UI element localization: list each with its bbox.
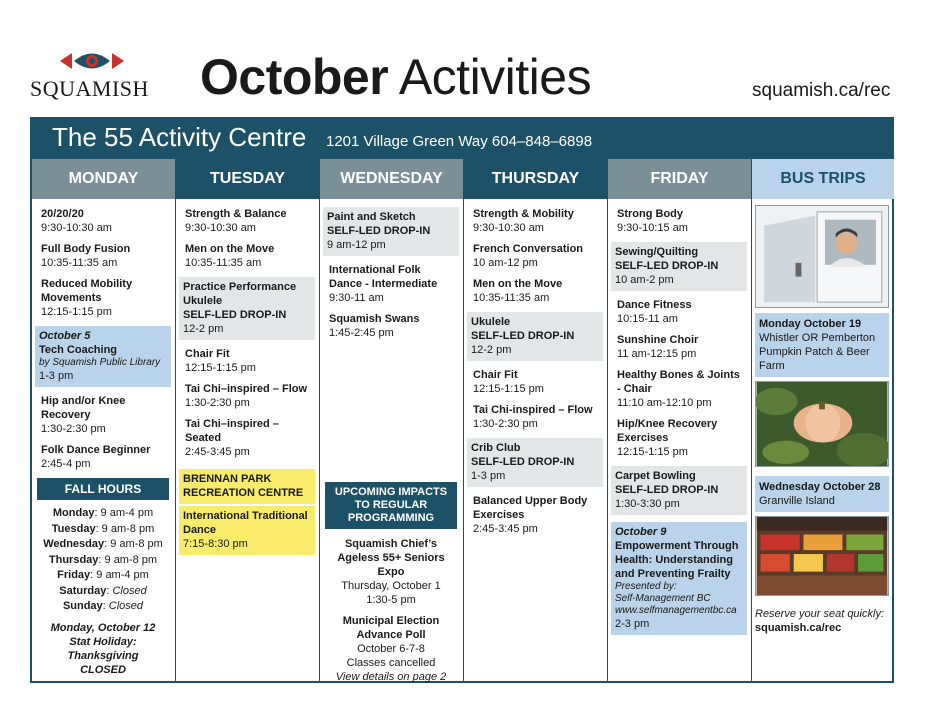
bus-trip-1: Monday October 19 Whistler OR Pemberton Pumpkin Patch & Beer Farm [755, 313, 889, 377]
centre-address: 1201 Village Green Way 604–848–6898 [326, 133, 593, 150]
reserve-link[interactable]: squamish.ca/rec [755, 622, 842, 634]
squamish-logo-mark-icon [58, 50, 126, 72]
centre-name: The 55 Activity Centre [52, 122, 307, 152]
thursday-header: THURSDAY [464, 159, 607, 199]
list-item: Strength & Mobility 9:30-10:30 am [473, 208, 574, 234]
bus-trips-header: BUS TRIPS [752, 159, 894, 199]
page-title [200, 48, 591, 106]
brennan-park-heading: BRENNAN PARK RECREATION CENTRE [179, 469, 315, 504]
list-item-brennan: International Traditional Dance 7:15-8:30 pm [179, 506, 315, 555]
friday-header: FRIDAY [608, 159, 751, 199]
expo-notice: Squamish Chief’s Ageless 55+ Seniors Expo Thursday, October 1 1:30-5 pm [337, 538, 445, 606]
list-item: Strength & Balance 9:30-10:30 am [185, 208, 287, 234]
election-notice: Municipal Election Advance Poll October 6-7-8 Classes cancelled View details on page 2 [335, 615, 447, 683]
tuesday-header: TUESDAY [176, 159, 319, 199]
tuesday-column [176, 159, 320, 683]
page-header [0, 0, 925, 112]
list-item: Tai Chi–inspired – Seated 2:45-3:45 pm [185, 418, 279, 458]
bus-driver-photo-icon [755, 205, 889, 308]
list-item: 20/20/20 9:30-10:30 am [41, 208, 112, 234]
monday-column [32, 159, 176, 683]
list-item: Strong Body 9:30-10:15 am [617, 208, 688, 234]
reserve-notice: Reserve your seat quickly: squamish.ca/rec [755, 607, 894, 635]
monday-header: MONDAY [32, 159, 175, 199]
list-item: Men on the Move 10:35-11:35 am [473, 278, 563, 304]
wednesday-column [320, 159, 464, 683]
title-rest: Activities [388, 49, 592, 105]
list-item-highlight: October 5 Tech Coaching by Squamish Public Library 1-3 pm [35, 326, 171, 387]
list-item-dropin: Paint and Sketch SELF-LED DROP-IN 9 am-12 pm [323, 207, 459, 256]
bus-trips-column [752, 159, 894, 683]
list-item: Hip and/or Knee Recovery 1:30-2:30 pm [41, 395, 126, 435]
list-item-dropin: Practice Performance Ukulele SELF-LED DROP-IN 12-2 pm [179, 277, 315, 340]
thursday-column [464, 159, 608, 683]
fall-hours-list: Monday: 9 am-4 pm Tuesday: 9 am-8 pm Wednesday: 9 am-8 pm Thursday: 9 am-8 pm Friday: 9 am-4 pm Saturday: Closed Sunday: Closed [43, 507, 163, 612]
logo-text: SQUAMISH [30, 76, 149, 101]
list-item-dropin: Crib Club SELF-LED DROP-IN 1-3 pm [467, 438, 603, 487]
centre-banner [30, 117, 894, 159]
bus-trip-2: Wednesday October 28 Granville Island [755, 476, 889, 512]
list-item: Healthy Bones & Joints - Chair 11:10 am-12:10 pm [617, 369, 740, 409]
list-item: Reduced Mobility Movements 12:15-1:15 pm [41, 278, 133, 318]
schedule-grid [30, 159, 894, 683]
list-item: International Folk Dance - Intermediate 9:30-11 am [329, 264, 438, 304]
list-item: Balanced Upper Body Exercises 2:45-3:45 pm [473, 495, 588, 535]
list-item: Folk Dance Beginner 2:45-4 pm [41, 444, 151, 470]
list-item-highlight: October 9 Empowerment Through Health: Understanding and Preventing Frailty Presented by: Self-Management BC www.selfmanagementbc.ca 2-3 pm [611, 522, 747, 635]
list-item: Chair Fit 12:15-1:15 pm [185, 348, 256, 374]
list-item: Tai Chi-inspired – Flow 1:30-2:30 pm [473, 404, 593, 430]
list-item-dropin: Sewing/Quilting SELF-LED DROP-IN 10 am-2 pm [611, 242, 747, 291]
list-item: French Conversation 10 am-12 pm [473, 243, 584, 269]
list-item: Squamish Swans 1:45-2:45 pm [329, 313, 420, 339]
holiday-notice: Monday, October 12 Stat Holiday: Thanksgiving CLOSED [50, 621, 156, 676]
list-item: Hip/Knee Recovery Exercises 12:15-1:15 pm [617, 418, 718, 458]
list-item-dropin: Ukulele SELF-LED DROP-IN 12-2 pm [467, 312, 603, 361]
title-month: October [200, 49, 389, 105]
wednesday-header: WEDNESDAY [320, 159, 463, 199]
list-item: Sunshine Choir 11 am-12:15 pm [617, 334, 699, 360]
list-item: Chair Fit 12:15-1:15 pm [473, 369, 544, 395]
list-item: Dance Fitness 10:15-11 am [617, 299, 692, 325]
list-item: Tai Chi–inspired – Flow 1:30-2:30 pm [185, 383, 308, 409]
fall-hours-heading: FALL HOURS [37, 478, 169, 500]
pumpkin-photo-icon [755, 381, 889, 467]
friday-column [608, 159, 752, 683]
list-item-dropin: Carpet Bowling SELF-LED DROP-IN 1:30-3:30 pm [611, 466, 747, 515]
market-photo-icon [755, 516, 889, 596]
list-item: Full Body Fusion 10:35-11:35 am [41, 243, 131, 269]
website-link[interactable]: squamish.ca/rec [752, 80, 891, 101]
list-item: Men on the Move 10:35-11:35 am [185, 243, 275, 269]
upcoming-impacts-heading: UPCOMING IMPACTS TO REGULAR PROGRAMMING [325, 482, 457, 529]
